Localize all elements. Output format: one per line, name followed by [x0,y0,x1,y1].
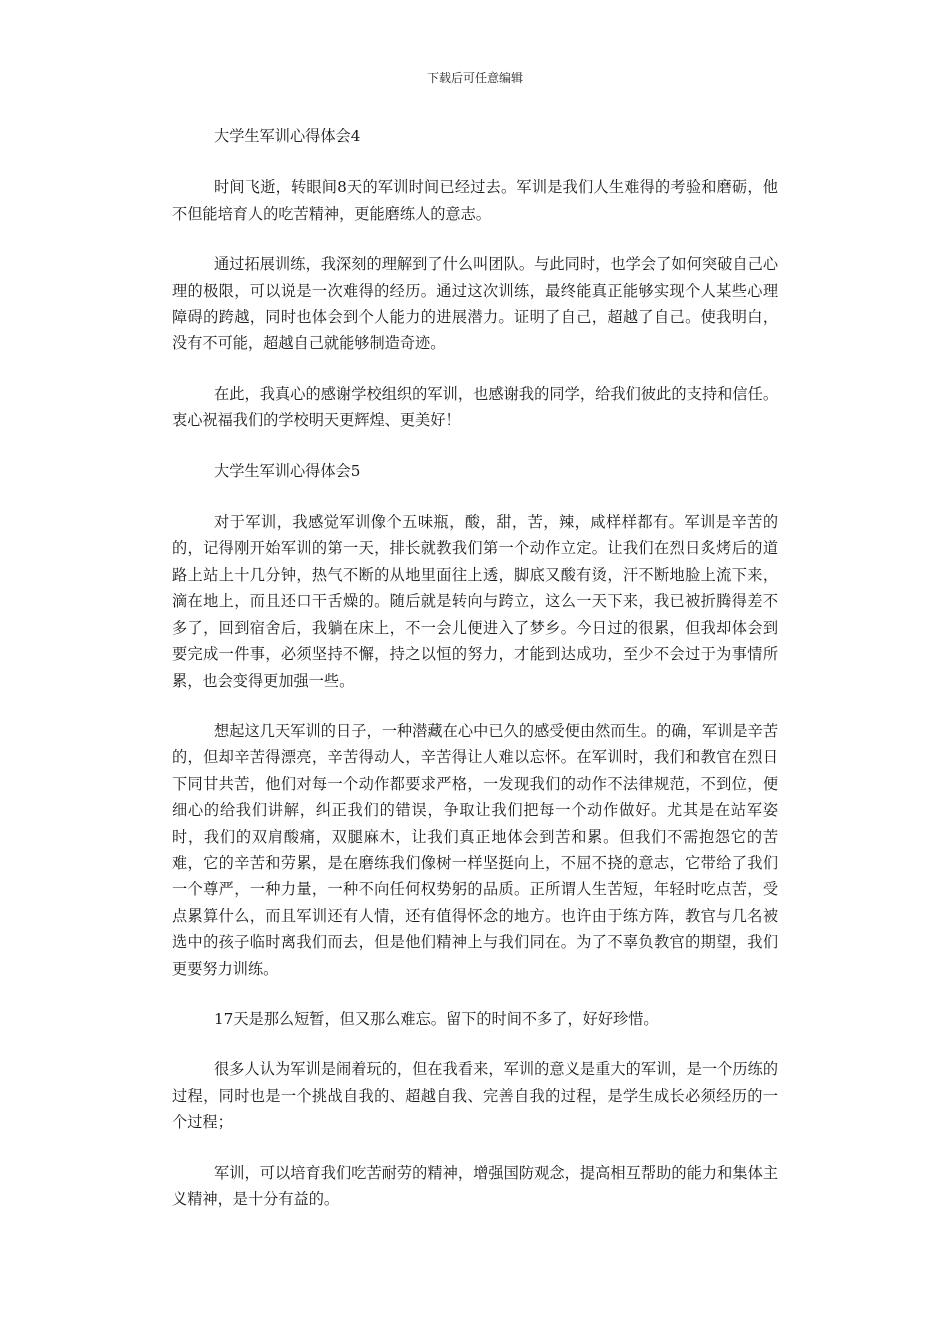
document-body [172,123,778,1212]
paragraph: 军训，可以培育我们吃苦耐劳的精神，增强国防观念，提高相互帮助的能力和集体主义精神，是十分有益的。 [172,1163,778,1208]
paragraph: 17天是那么短暂，但又那么难忘。留下的时间不多了，好好珍惜。 [214,1009,659,1028]
section-title: 大学生军训心得体会4 [214,127,361,145]
paragraph: 很多人认为军训是闹着玩的，但在我看来，军训的意义是重大的军训，是一个历练的过程，同时也是一个挑战自我的、超越自我、完善自我的过程，是学生成长必须经历的一个过程； [172,1060,778,1132]
header-note: 下载后可任意编辑 [426,71,523,85]
paragraph: 想起这几天军训的日子，一种潜藏在心中已久的感受便由然而生。的确，军训是辛苦的，但却辛苦得漂亮，辛苦得动人，辛苦得让人难以忘怀。在军训时，我们和教官在烈日下同甘共苦，他们对每一个动作都要求严格，一发现我们的动作不法律规范，不到位，便细心的给我们讲解，纠正我们的错误，争取让我们把每一个动作做好。尤其是在站军姿时，我们的双肩酸痛，双腿麻木，让我们真正地体会到苦和累。但我们不需抱怨它的苦难，它的辛苦和劳累，是在磨练我们像树一样坚挺向上，不屈不挠的意志，它带给了我们一个尊严，一种力量，一种不向任何权势躬的品质。正所谓人生苦短，年轻时吃点苦，受点累算什么，而且军训还有人情，还有值得怀念的地方。也许由于练方阵，教官与几名被选中的孩子临时离我们而去，但是他们精神上与我们同在。为了不辜负教官的期望，我们更要努力训练。 [172,721,778,978]
section-title: 大学生军训心得体会5 [214,461,361,480]
paragraph: 在此，我真心的感谢学校组织的军训，也感谢我的同学，给我们彼此的支持和信任。衷心祝福我们的学校明天更辉煌、更美好！ [172,384,778,430]
paragraph: 通过拓展训练，我深刻的理解到了什么叫团队。与此同时，也学会了如何突破自己心理的极限，可以说是一次难得的经历。通过这次训练，最终能真正能够实现个人某些心理障碍的跨越，同时也体会到个人能力的进展潜力。证明了自己，超越了自己。使我明白，没有不可能，超越自己就能够制造奇迹。 [172,255,778,353]
paragraph: 时间飞逝，转眼间8天的军训时间已经过去。军训是我们人生难得的考验和磨砺，他不但能培育人的吃苦精神，更能磨练人的意志。 [172,178,778,223]
paragraph: 对于军训，我感觉军训像个五味瓶，酸，甜，苦，辣，咸样样都有。军训是辛苦的的，记得刚开始军训的第一天，排长就教我们第一个动作立定。让我们在烈日炙烤后的道路上站上十几分钟，热气不断的从地里面往上透，脚底又酸有烫，汗不断地脸上流下来，滴在地上，而且还口干舌燥的。随后就是转向与跨立，这么一天下来，我已被折腾得差不多了，回到宿舍后，我躺在床上，不一会儿便进入了梦乡。今日过的很累，但我却体会到要完成一件事，必须坚持不懈，持之以恒的努力，才能到达成功，至少不会过于为事情所累，也会变得更加强一些。 [172,513,778,690]
